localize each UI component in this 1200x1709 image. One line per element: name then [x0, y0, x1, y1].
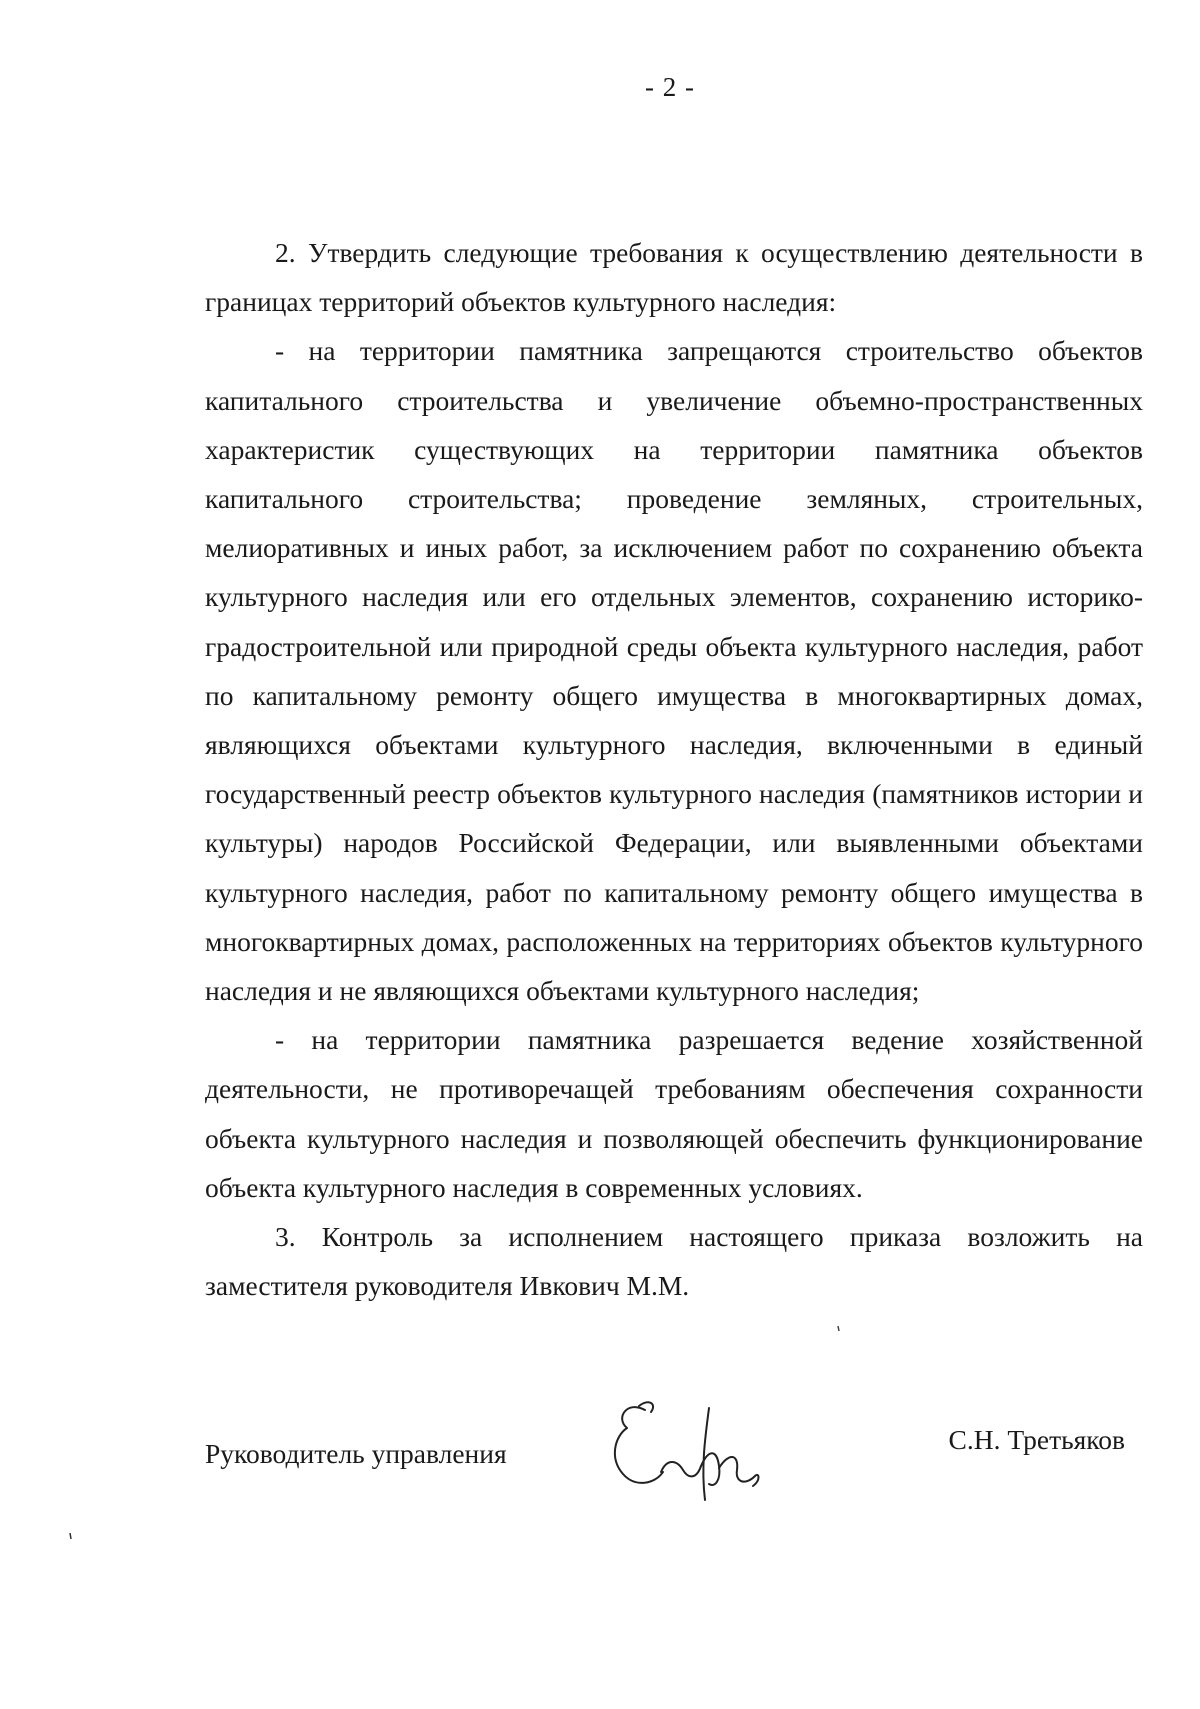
signatory-position: Руководитель управления [205, 1438, 507, 1469]
scan-speck [838, 1326, 839, 1331]
signatory-name: С.Н. Третьяков [948, 1424, 1125, 1455]
scan-speck [70, 1533, 71, 1539]
paragraph-permissions: - на территории памятника разрешается ведение хозяйственной деятельности, не противоречащей требованиям обеспечения сохранности объекта культурного наследия и позволяющей обеспечить функционирование объекта культурного наследия в современных условиях. [205, 1024, 1143, 1203]
paragraph-item-2: 2. Утвердить следующие требования к осуществлению деятельности в границах территорий объектов культурного наследия: [205, 237, 1143, 318]
handwritten-signature [605, 1388, 775, 1518]
document-body [205, 228, 1143, 1310]
signature-block [205, 1418, 1125, 1508]
paragraph-item-3: 3. Контроль за исполнением настоящего приказа возложить на заместителя руководителя Ивкович М.М. [205, 1221, 1143, 1302]
paragraph-prohibitions: - на территории памятника запрещаются строительство объектов капитального строительства и увеличение объемно-пространственных характеристик существующих на территории памятника объектов капитального строительства; проведение земляных, строительных, мелиоративных и иных работ, за исключением работ по сохранению объекта культурного наследия или его отдельных элементов, сохранению историко-градостроительной или природной среды объекта культурного наследия, работ по капитальному ремонту общего имущества в многоквартирных домах, являющихся объектами культурного наследия, включенными в единый государственный реестр объектов культурного наследия (памятников истории и культуры) народов Российской Федерации, или выявленными объектами культурного наследия, работ по капитальному ремонту общего имущества в многоквартирных домах, расположенных на территориях объектов культурного наследия и не являющихся объектами культурного наследия; [205, 335, 1143, 1007]
page-number: - 2 - [645, 72, 695, 102]
